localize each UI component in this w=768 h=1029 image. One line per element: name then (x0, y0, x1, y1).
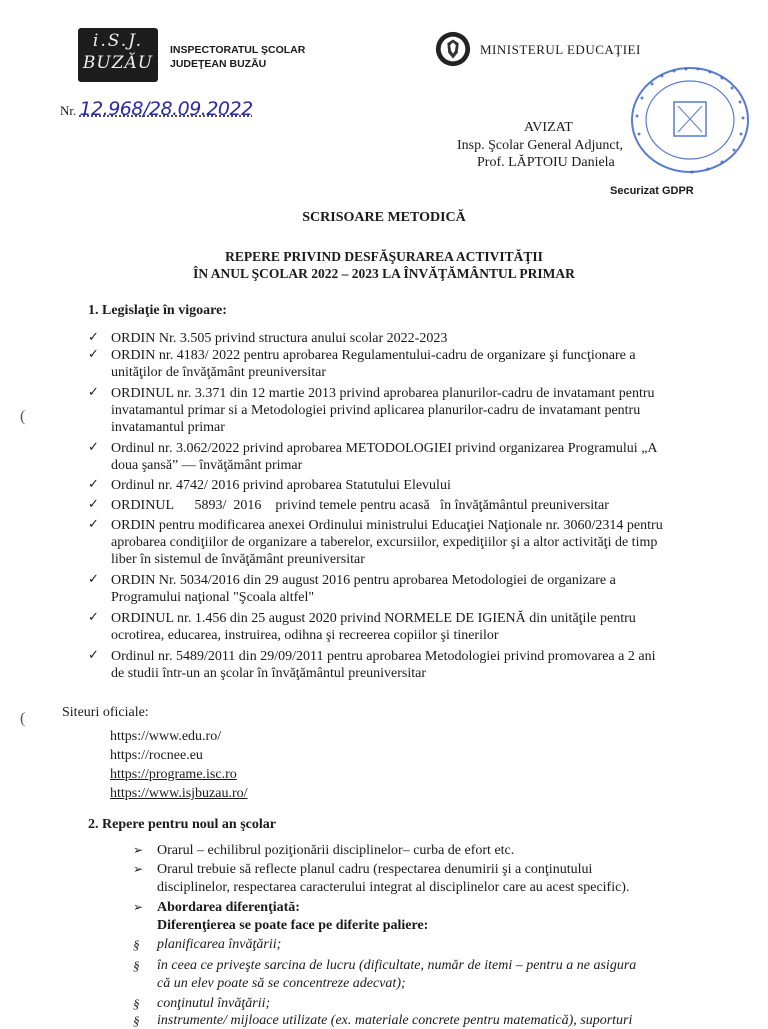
section-heading: 2. Repere pentru noul an şcolar (88, 817, 276, 832)
legislation-item: invatamantul primar (111, 420, 225, 435)
registration-number (60, 98, 253, 120)
arrow-bullet-icon: ➢ (133, 900, 144, 914)
arrow-bullet-icon: ➢ (133, 862, 144, 876)
nr-value: 12.968/28.09.2022 (79, 98, 253, 120)
legislation-item: ORDINUL 5893/ 2016 privind temele pentru acasă în învăţământul preuniversitar (111, 498, 609, 513)
document-title: SCRISOARE METODICĂ (302, 210, 466, 225)
site-link[interactable]: https://www.isjbuzau.ro/ (110, 786, 248, 801)
list-item: că un elev poate să se concentreze adecvat); (157, 976, 406, 991)
section-bullet-icon: § (133, 958, 140, 973)
check-icon: ✓ (88, 497, 99, 512)
check-icon: ✓ (88, 440, 99, 455)
list-item: Abordarea diferenţiată: (157, 900, 300, 915)
legislation-item: ORDIN Nr. 5034/2016 din 29 august 2016 pentru aprobarea Metodologiei de organizare a (111, 573, 616, 588)
section-bullet-icon: § (133, 996, 140, 1011)
ministry-name: MINISTERUL EDUCAŢIEI (480, 42, 641, 57)
list-item: Orarul trebuie să reflecte planul cadru (respectarea denumirii şi a conţinutului (157, 862, 593, 877)
isj-name-line: INSPECTORATUL ŞCOLAR (170, 44, 306, 56)
list-item: în ceea ce priveşte sarcina de lucru (dificultate, număr de itemi – pentru a ne asigura (157, 958, 637, 973)
list-item: Orarul – echilibrul poziţionării disciplinelor– curba de efort etc. (157, 843, 515, 858)
avizat-label: AVIZAT (524, 120, 573, 135)
legislation-item: invatamantul primar si a Metodologiei privind aplicarea planurilor-cadru de invatamant pentru (111, 403, 641, 418)
legislation-item: liber în sistemul de învăţământ preuniversitar (111, 552, 365, 567)
isj-name-line: JUDEŢEAN BUZĂU (170, 58, 267, 70)
legislation-item: Ordinul nr. 4742/ 2016 privind aprobarea Statutului Elevului (111, 478, 451, 493)
legislation-item: de studii într-un an şcolar în învăţământul preuniversitar (111, 666, 427, 681)
check-icon: ✓ (88, 347, 99, 362)
check-icon: ✓ (88, 385, 99, 400)
list-item: disciplinelor, respectarea caracterului integrat al disciplinelor care au acest specific). (157, 880, 630, 895)
margin-mark: ( (20, 710, 26, 727)
legislation-item: doua şansă” — învăţământ primar (111, 458, 303, 473)
legislation-item: ocrotirea, educarea, instruirea, odihna şi recreerea copiilor şi tinerilor (111, 628, 499, 643)
site-link[interactable]: https://rocnee.eu (110, 748, 203, 763)
legislation-item: ORDIN pentru modificarea anexei Ordinului ministrului Educaţiei Naţionale nr. 3060/2314 pentru (111, 518, 663, 533)
document-subtitle: REPERE PRIVIND DESFĂŞURAREA ACTIVITĂŢII (225, 249, 543, 264)
nr-label: Nr. (60, 103, 77, 118)
check-icon: ✓ (88, 330, 99, 345)
sub-heading: Diferenţierea se poate face pe diferite paliere: (157, 918, 429, 933)
document-subtitle: ÎN ANUL ŞCOLAR 2022 – 2023 LA ÎNVĂŢĂMÂNTUL PRIMAR (193, 266, 575, 281)
sites-heading: Siteuri oficiale: (62, 705, 149, 720)
legislation-item: ORDINUL nr. 1.456 din 25 august 2020 privind NORMELE DE IGIENĂ din unităţile pentru (111, 611, 636, 626)
gdpr-notice: Securizat GDPR (610, 185, 694, 197)
legislation-item: Programului naţional "Şcoala altfel" (111, 590, 315, 605)
check-icon: ✓ (88, 572, 99, 587)
legislation-item: unităţilor de învăţământ preuniversitar (111, 365, 326, 380)
isj-name (170, 43, 305, 71)
check-icon: ✓ (88, 648, 99, 663)
section-bullet-icon: § (133, 1013, 140, 1028)
site-link[interactable]: https://www.edu.ro/ (110, 729, 222, 744)
list-item: instrumente/ mijloace utilizate (ex. materiale concrete pentru matematică), suporturi (157, 1013, 633, 1028)
legislation-item: ORDIN nr. 4183/ 2022 pentru aprobarea Regulamentului-cadru de organizare şi funcţionare a (111, 348, 636, 363)
legislation-item: ORDIN Nr. 3.505 privind structura anului scolar 2022-2023 (111, 331, 448, 346)
list-item: conţinutul învăţării; (157, 996, 271, 1011)
isj-logo (78, 28, 158, 82)
legislation-item: Ordinul nr. 5489/2011 din 29/09/2011 pentru aprobarea Metodologiei privind promovarea a 2 ani (111, 649, 656, 664)
approver-role: Insp. Şcolar General Adjunct, (457, 138, 624, 153)
section-bullet-icon: § (133, 937, 140, 952)
isj-logo-text: BUZĂU (82, 53, 154, 73)
check-icon: ✓ (88, 610, 99, 625)
legislation-item: Ordinul nr. 3.062/2022 privind aprobarea METODOLOGIEI privind organizarea Programului „A (111, 441, 658, 456)
legislation-item: ORDINUL nr. 3.371 din 12 martie 2013 privind aprobarea planurilor-cadru de invatamant pentru (111, 386, 655, 401)
coat-of-arms-icon (434, 30, 472, 68)
approver-name: Prof. LĂPTOIU Daniela (477, 155, 615, 170)
stamp-icon (622, 62, 752, 180)
check-icon: ✓ (88, 477, 99, 492)
check-icon: ✓ (88, 517, 99, 532)
list-item: planificarea învăţării; (157, 937, 282, 952)
site-link[interactable]: https://programe.isc.ro (110, 767, 237, 782)
isj-logo-text: i.S.J. (92, 31, 144, 51)
margin-mark: ( (20, 408, 26, 425)
arrow-bullet-icon: ➢ (133, 843, 144, 857)
section-heading: 1. Legislaţie în vigoare: (88, 303, 227, 318)
legislation-item: aprobarea condiţiilor de organizare a taberelor, excursiilor, expediţiilor şi a altor activităţi de timp (111, 535, 658, 550)
